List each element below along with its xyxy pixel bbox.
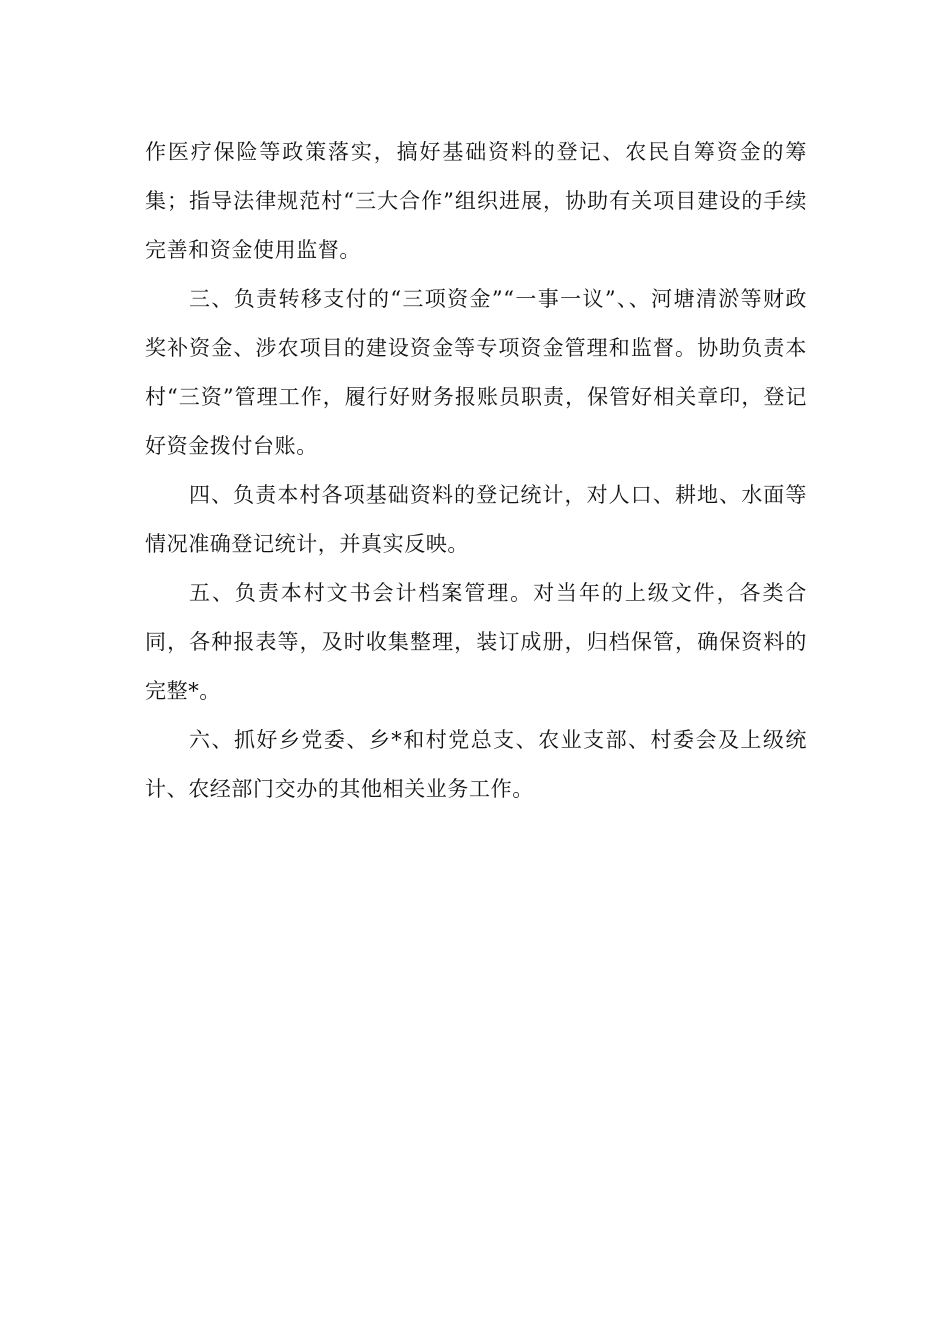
document-body [145, 128, 807, 814]
paragraph-item-5: 五、负责本村文书会计档案管理。对当年的上级文件，各类合同，各种报表等，及时收集整理，装订成册，归档保管，确保资料的完整*。 [145, 581, 807, 703]
paragraph-continued: 作医疗保险等政策落实，搞好基础资料的登记、农民自筹资金的筹集；指导法律规范村“三大合作”组织进展，协助有关项目建设的手续完善和资金使用监督。 [145, 140, 807, 262]
paragraph-item-3: 三、负责转移支付的“三项资金”“一事一议”、、河塘清淤等财政奖补资金、涉农项目的建设资金等专项资金管理和监督。协助负责本村“三资”管理工作，履行好财务报账员职责，保管好相关章印，登记好资金拨付台账。 [145, 287, 807, 458]
paragraph-item-4: 四、负责本村各项基础资料的登记统计，对人口、耕地、水面等情况准确登记统计，并真实反映。 [145, 483, 807, 556]
paragraph-item-6: 六、抓好乡党委、乡*和村党总支、农业支部、村委会及上级统计、农经部门交办的其他相关业务工作。 [145, 728, 807, 801]
